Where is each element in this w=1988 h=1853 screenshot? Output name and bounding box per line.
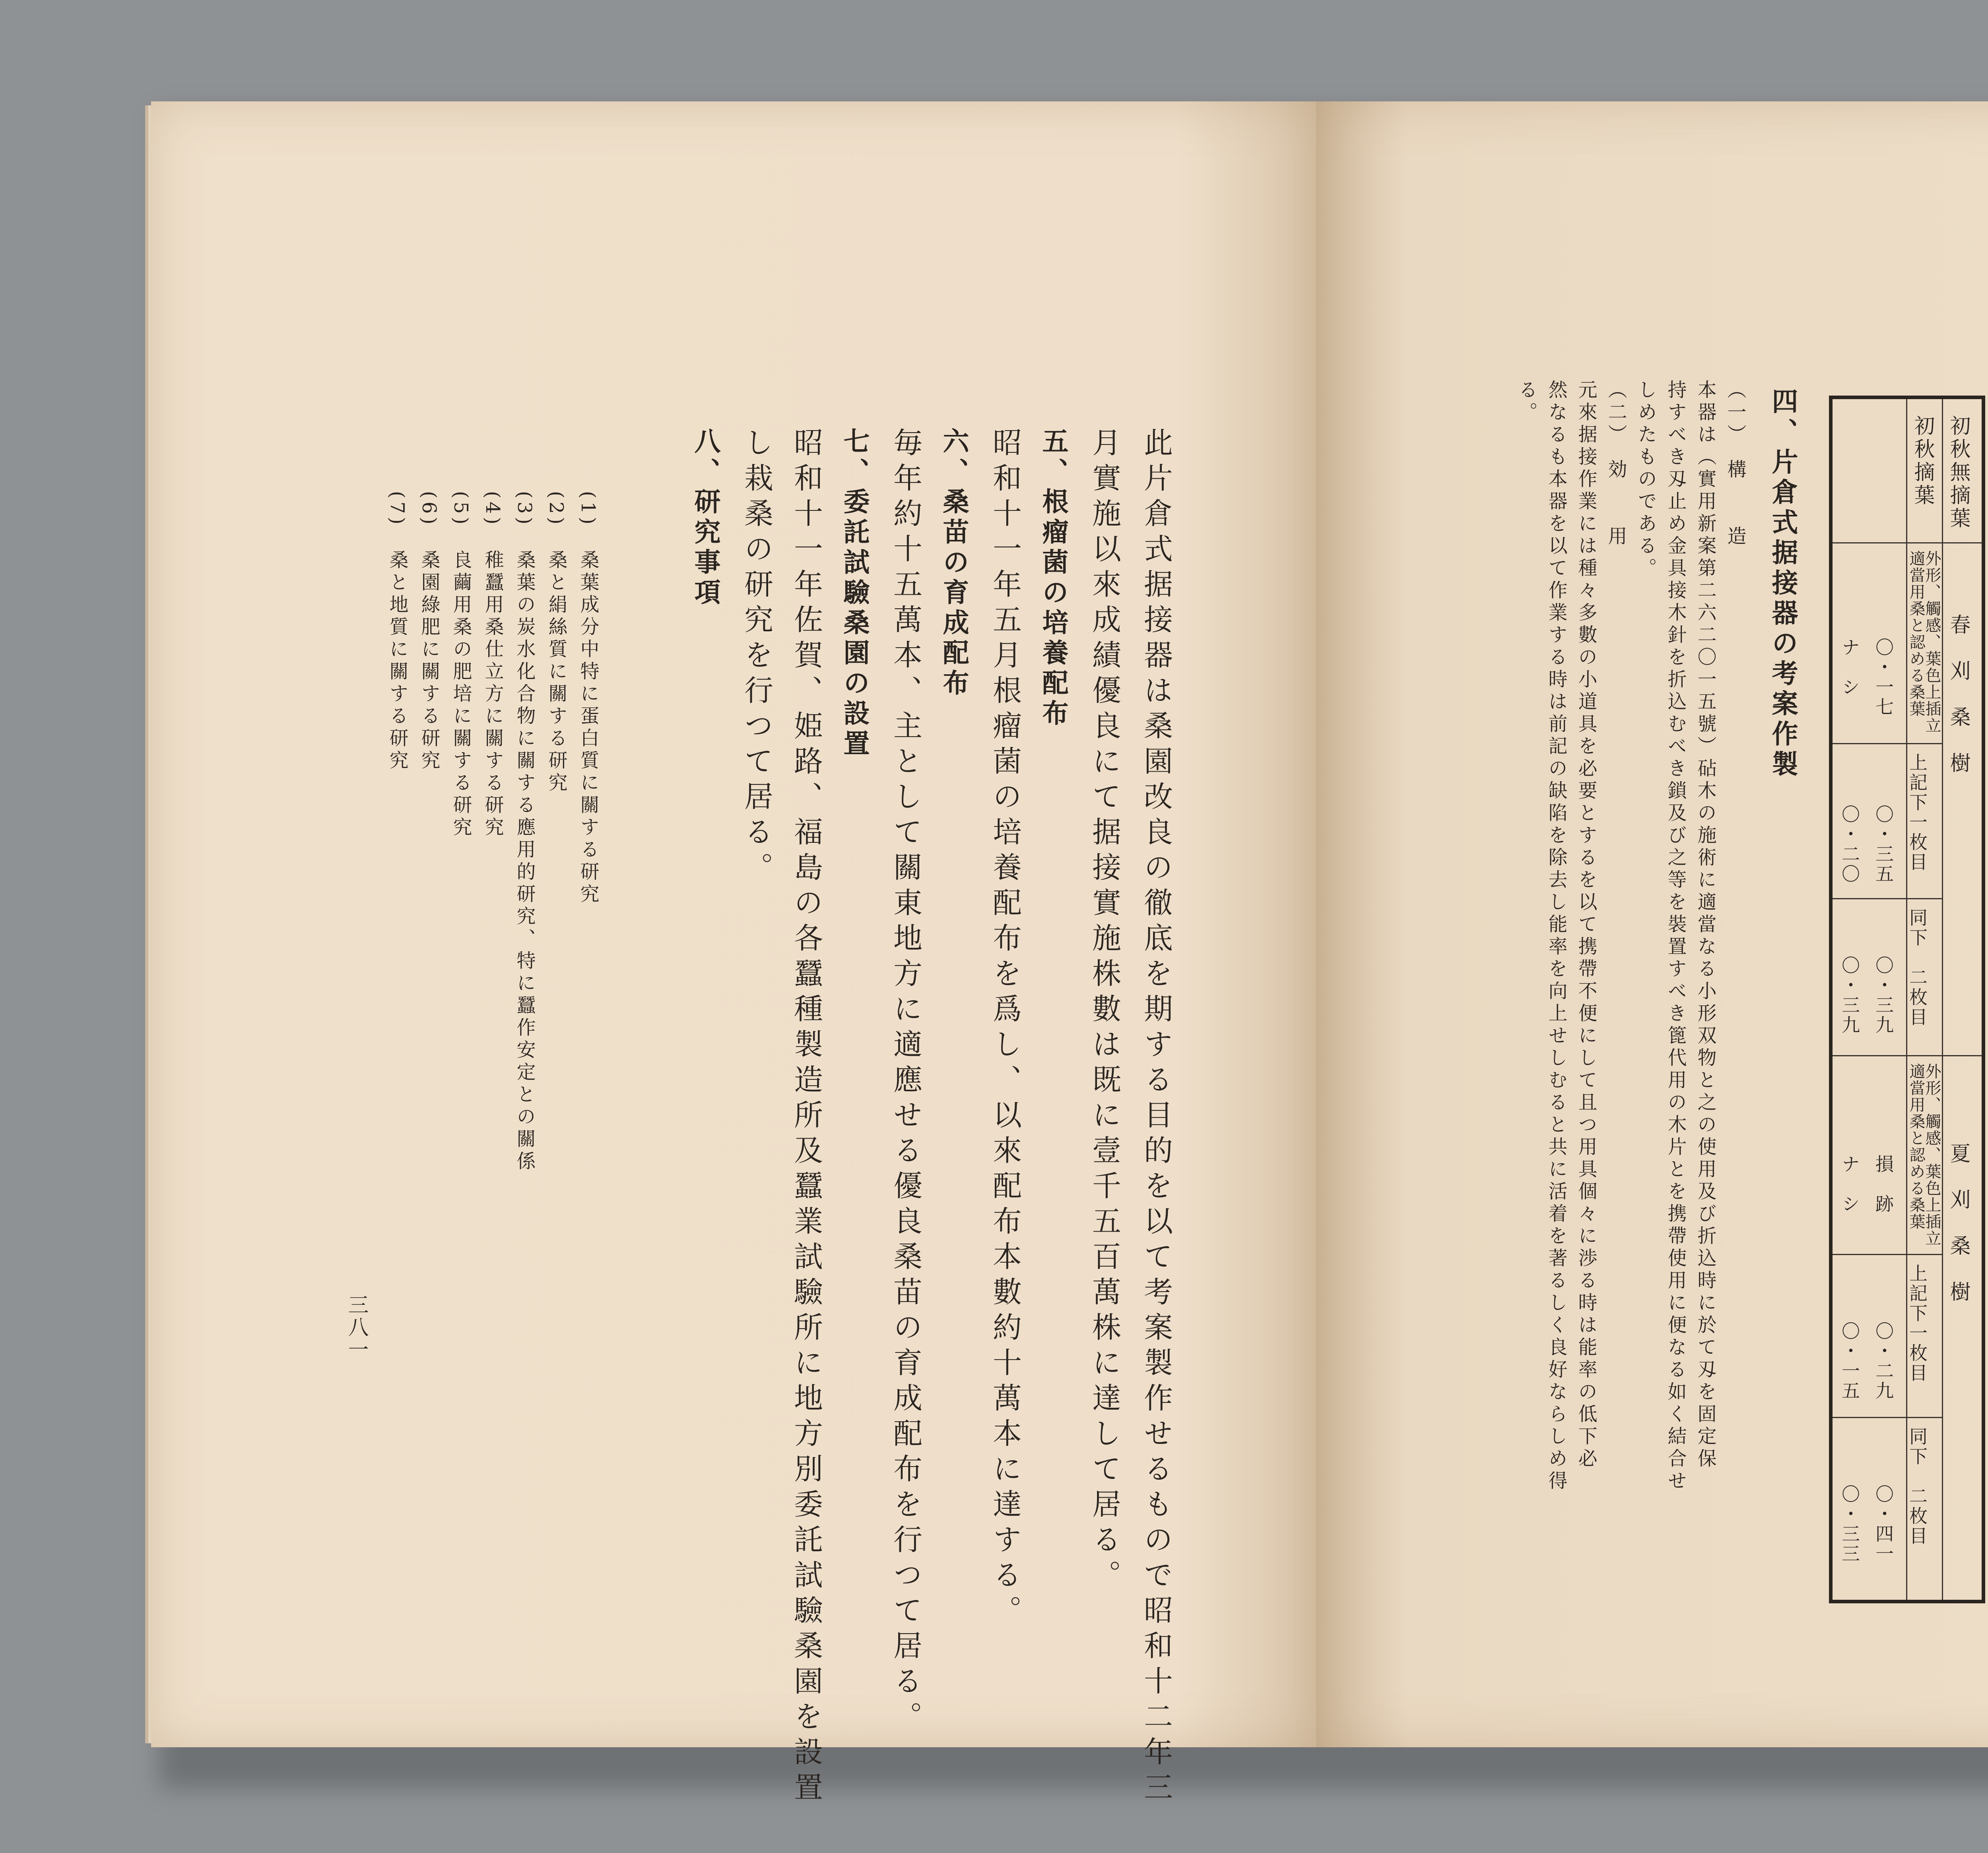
- cell-s2-r1: 〇・三五: [1873, 805, 1894, 884]
- cell-s2-r2: 〇・二〇: [1839, 805, 1860, 884]
- heading-6: 六、桑苗の育成配布: [938, 427, 969, 699]
- header-spring-lower: 同下 二枚目: [1906, 908, 1928, 1027]
- text1-line-2: 持すべき刄止め金具接木針を折込むべき鎖及び之等を裝置すべき篦代用の木片とを携帶使用に便なる如く結合せ: [1664, 380, 1687, 1493]
- cell-m3-r1: 〇・四一: [1873, 1484, 1894, 1564]
- paragraph-5: 昭和十一年佐賀、姫路、福島の各蠶種製造所及蠶業試驗所に地方別委託試驗桑園を設置: [789, 427, 823, 1807]
- paragraph-4: 毎年約十五萬本、主として關東地方に適應せる優良桑苗の育成配布を行つて居る。: [888, 427, 922, 1737]
- research-item-5: (5) 良繭用桑の肥培に關する研究: [450, 491, 472, 839]
- text2-line-3: る。: [1515, 380, 1538, 424]
- left-page: [151, 101, 1316, 1807]
- cell-m3-r2: 〇・三三: [1839, 1484, 1860, 1564]
- section-4-title: 四、片倉式据接器の考案作製: [1767, 388, 1798, 780]
- header-spring-feature: 外形、觸感、葉色上插立適當用桑と認める桑葉: [1907, 550, 1941, 734]
- cell-s3-r1: 〇・三九: [1873, 956, 1894, 1035]
- group-spring-label: 春 刈 桑 樹: [1946, 614, 1970, 775]
- row-label-4: 初秋摘葉: [1910, 415, 1934, 507]
- subsection-1-title: （一） 構 造: [1724, 380, 1746, 548]
- heading-8: 八、研究事項: [690, 427, 720, 609]
- research-item-2: (2) 桑と絹絲質に關する研究: [545, 491, 567, 795]
- right-page: [1316, 101, 1988, 1747]
- paragraph-1: 此片倉式据接器は桑園改良の徹底を期する目的を以て考案製作せるもので昭和十二年三: [1139, 427, 1173, 1807]
- cell-m1-r1: 損 跡: [1873, 1154, 1894, 1214]
- group-summer-label: 夏 刈 桑 樹: [1946, 1143, 1970, 1304]
- row-label-3: 初秋無摘葉: [1946, 415, 1970, 530]
- cell-m2-r1: 〇・二九: [1873, 1321, 1894, 1401]
- heading-5: 五、根瘤菌の培養配布: [1038, 427, 1068, 730]
- text1-line-1: 本器は（實用新案第二六二〇一五號）砧木の施術に適當なる小形双物と之の使用及び折込時に於て刄を固定保: [1694, 380, 1716, 1471]
- cell-s1-r1: 〇・一七: [1873, 638, 1894, 717]
- header-spring-upper: 上記下一枚目: [1906, 753, 1928, 872]
- heading-7: 七、委託試驗桑園の設置: [839, 427, 870, 760]
- header-summer-feature: 外形、觸感、葉色上插立適當用桑と認める桑葉: [1907, 1063, 1941, 1247]
- text2-line-2: 然なるも本器を以て作業する時は前記の缺陷を除去し能率を向上せしむると共に活着を著るしく良好ならしめ得: [1545, 380, 1567, 1493]
- subsection-2-title: （二） 効 用: [1605, 380, 1627, 548]
- table-leaf-quality: [1829, 396, 1985, 1603]
- paragraph-3: 昭和十一年五月根瘤菌の培養配布を爲し、以來配布本數約十萬本に達する。: [988, 427, 1021, 1630]
- research-item-3: (3) 桑葉の炭水化合物に關する應用的研究、特に蠶作安定との關係: [513, 491, 536, 1173]
- header-summer-lower: 同下 二枚目: [1906, 1427, 1928, 1546]
- page-number-left: 三八一: [344, 1294, 368, 1361]
- cell-m2-r2: 〇・一五: [1839, 1321, 1860, 1401]
- cell-s1-r2: ナ シ: [1839, 638, 1860, 697]
- text1-line-3: しめたものである。: [1635, 380, 1657, 580]
- text2-line-1: 元來据接作業には種々多數の小道具を必要とするを以て携帶不便にして且つ用具個々に渉る時は能率の低下必: [1575, 380, 1597, 1471]
- research-item-4: (4) 稚蠶用桑仕立方に關する研究: [481, 491, 504, 839]
- research-item-1: (1) 桑葉成分中特に蛋白質に關する研究: [577, 491, 599, 906]
- research-item-6: (6) 桑園綠肥に關する研究: [418, 491, 440, 772]
- cell-m1-r2: ナ シ: [1839, 1154, 1860, 1214]
- paragraph-2: 月實施以來成績優良にて据接實施株數は既に壹千五百萬株に達して居る。: [1087, 427, 1121, 1595]
- header-summer-upper: 上記下一枚目: [1906, 1264, 1928, 1383]
- paragraph-6: し栽桑の研究を行つて居る。: [739, 427, 773, 887]
- research-item-7: (7) 桑と地質に關する研究: [386, 491, 408, 772]
- cell-s3-r2: 〇・三九: [1839, 956, 1860, 1035]
